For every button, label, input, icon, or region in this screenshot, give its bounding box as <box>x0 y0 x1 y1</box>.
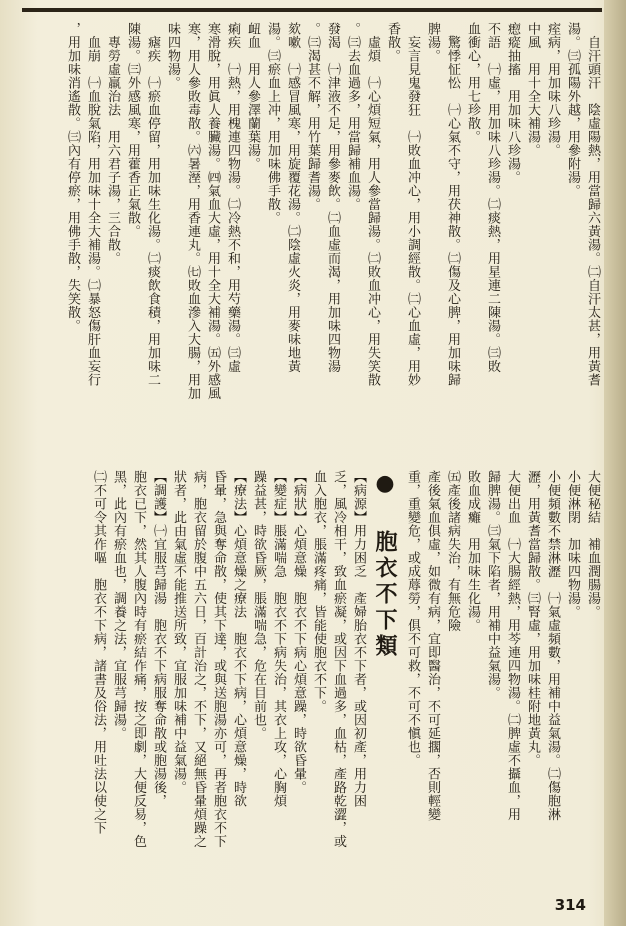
text-column: 寒滑脫，用眞人養臟湯。㈣氣血大虛，用十全大補湯。㈤外感風 <box>205 22 220 400</box>
text-column: 衄血 用人參澤蘭葉湯。 <box>245 22 260 171</box>
text-column: 味四物湯。 <box>165 22 180 90</box>
text-column: 妄言見鬼發狂 ㈠敗血冲心，用小調經散。㈡心血虛，用妙 <box>405 22 420 387</box>
text-column: 中風 用十全大補湯。 <box>525 22 540 157</box>
text-column: 小便淋閉 加味四物湯。 <box>565 470 580 619</box>
text-column: 瀝，用黃耆當歸散。㈢腎虛，用加味桂附地黃丸。 <box>525 470 540 767</box>
text-column: 脾湯。 <box>425 22 440 63</box>
text-column: 血崩 ㈠血脫氣陷，用加味十全大補湯。㈡暴怒傷肝血妄行 <box>85 22 100 387</box>
upper-text-block <box>22 22 602 452</box>
section-subheading: ㈤產後諸病失治，有無危險 <box>445 470 460 632</box>
text-column: 【變症】脹滿喘急 胞衣不下病失治，其衣上攻，心胸煩 <box>271 470 286 808</box>
text-column: 香散。 <box>385 22 400 63</box>
text-column: 湯。㈢瘀血上冲，用加味佛手散。 <box>265 22 280 225</box>
text-column: 產後氣血俱虛，如微有病，宜即醫治，不可延擱，否則輕變 <box>425 470 440 821</box>
text-column: 歸脾湯。㈢氣下陷者，用補中益氣湯。 <box>485 470 500 700</box>
text-column: 躁益甚，時欲昏厥，脹滿喘急，危在目前也。 <box>251 470 266 740</box>
text-column: 發渴 ㈠津液不足，用參麥飲。㈡血虛而渴，用加味四物湯 <box>325 22 340 373</box>
text-column: ㈡不可令其作嘔 胞衣不下病，諸書及俗法，用吐法以使之下 <box>91 470 106 835</box>
text-column: 瘛瘲抽搐 用加味八珍湯。 <box>505 22 520 184</box>
text-column: 湯。㈢孤陽外越，用參附湯。 <box>565 22 580 198</box>
text-column: ，用加味消遙散。㈢內有停瘀，用佛手散，失笑散。 <box>65 22 80 333</box>
text-column: 欬嗽 ㈠感冒風寒，用旋覆花湯。㈡陰虛火炎，用麥味地黃 <box>285 22 300 373</box>
text-column: 【調護】㈠宜服芎歸湯 胞衣不下病服奪命散或胞湯後， <box>151 470 166 808</box>
text-column: 不語 ㈠虛，用加味八珍湯。㈡痰熱，用星連二陳湯。㈢敗 <box>485 22 500 373</box>
text-column: 血衝心，用七珍散。 <box>465 22 480 144</box>
text-column: 痢疾 ㈠熱，用槐連四物湯。㈡冷熱不和，用芍藥湯。㈢虛 <box>225 22 240 373</box>
text-column: 小便頻數不禁淋瀝 ㈠氣虛頻數，用補中益氣湯。㈡傷胞淋 <box>545 470 560 821</box>
text-column: 病，胞衣留於腹中五六日，百計治之，不下，又絕無昏暈煩躁之 <box>191 470 206 848</box>
text-column: 乏，風冷相干，致血瘀凝，或因下血過多，血枯，產路乾澀，或 <box>331 470 346 848</box>
text-column: 昏暈，急與奪命散，使其下達，或與送胞湯亦可，再者胞衣不下 <box>211 470 226 848</box>
text-column: 專勞虛羸治法 用六君子湯，三合散。 <box>105 22 120 265</box>
text-column: 重，重變危，或成蓐勞，俱不可救，不可不愼也。 <box>405 470 420 767</box>
text-column: 【病狀】心煩意燥 胞衣不下病心煩意躁，時欲昏暈。 <box>291 470 306 794</box>
text-column: 。㈢渴甚不解，用竹葉歸耆湯。 <box>305 22 320 211</box>
top-rule <box>22 8 602 12</box>
text-column: 。㈢去血過多，用當歸補血湯。 <box>345 22 360 211</box>
text-column: 痓病，用加味八珍湯。 <box>545 22 560 157</box>
page-number: 314 <box>554 896 586 914</box>
page-binding-edge <box>604 0 626 926</box>
text-column: 黑，此內有瘀血也，調養之法，宜服芎歸湯。 <box>111 470 126 740</box>
text-column: 敗血成癱 用加味生化湯。 <box>465 470 480 632</box>
text-column: 瘧疾 ㈠瘀血停留，用加味生化湯。㈡痰飲食積，用加味二 <box>145 22 160 387</box>
section-heading: ● 胞衣不下類 <box>372 470 398 660</box>
text-column: 【療法】心煩意燥之療法 胞衣不下病，心煩意燥，時欲 <box>231 470 246 808</box>
text-column: 胞衣已下，然其人腹內時有瘀結作痛，按之即劇，大便反易，色 <box>131 470 146 848</box>
text-column: 大便秘結 補血潤腸湯。 <box>585 470 600 619</box>
text-column: 驚悸怔忪 ㈠心氣不守，用茯神散。㈡傷及心脾，用加味歸 <box>445 22 460 387</box>
text-column: 血入胞衣，脹滿疼痛，皆能使胞衣不下。 <box>311 470 326 713</box>
text-column: 【病源】用力困乏 產婦胎衣不下者，或因初產，用力困 <box>351 470 366 808</box>
text-column: 寒，用人參敗毒散。㈥暑溼，用香連丸。㈦敗血滲入大腸，用加 <box>185 22 200 400</box>
text-column: 陳湯。㈢外感風寒，用藿香正氣散。 <box>125 22 140 238</box>
lower-text-block <box>22 470 602 900</box>
text-column: 大便出血 ㈠大腸經熱，用芩連四物湯。㈡脾虛不攝血，用 <box>505 470 520 821</box>
text-column: 自汗頭汗 陰虛陽熱，用當歸六黃湯。㈡自汗太甚，用黃耆 <box>585 22 600 387</box>
text-column: 虛煩 ㈠心煩短氣，用人參當歸湯。㈡敗血冲心，用失笑散 <box>365 22 380 387</box>
text-column: 狀者，此由氣虛不能推送所致，宜服加味補中益氣湯。 <box>171 470 186 794</box>
